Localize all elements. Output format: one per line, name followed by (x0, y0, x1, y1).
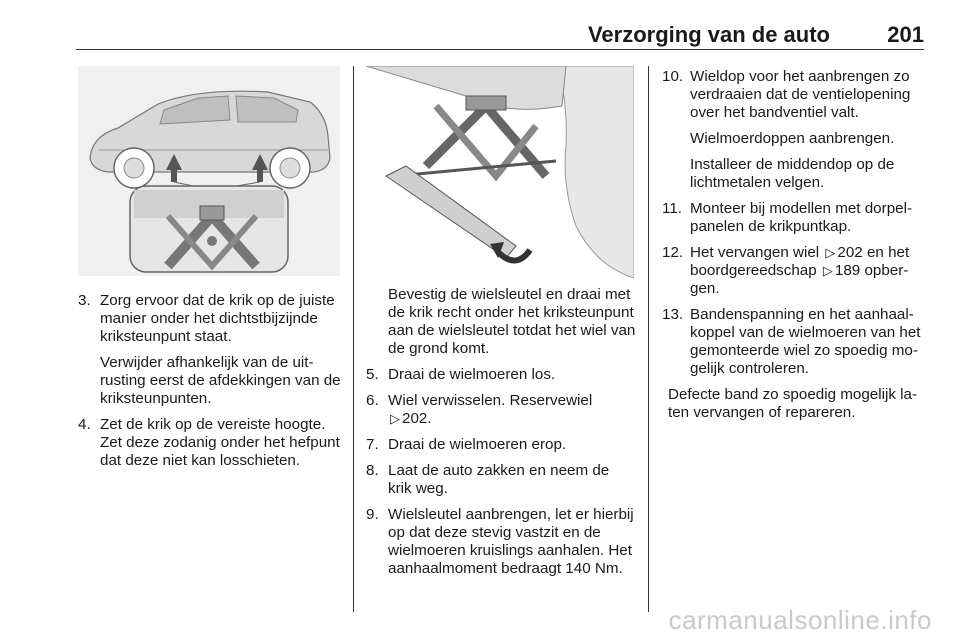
list-number: 13. (662, 306, 684, 323)
list-item (78, 416, 343, 470)
page-header-title: Verzorging van de auto (587, 22, 830, 47)
list-number: 10. (662, 68, 684, 85)
list-item-text: Wieldop voor het aanbrengen zo verdraaien dat de ventielopening over het bandventiel valt. (690, 68, 911, 121)
column-divider-2 (648, 66, 649, 612)
intro-paragraph: Bevestig de wielsleutel en draai met de krik recht onder het kriksteunpunt aan de wielsleutel totdat het wiel van de grond komt. (388, 286, 636, 357)
car-jack-illustration (78, 66, 340, 276)
list-number: 7. (366, 436, 379, 453)
list-item (366, 506, 636, 578)
list-number: 11. (662, 200, 682, 217)
closing-paragraph: Defecte band zo spoedig mogelijk laten vervangen of repareren. (668, 386, 918, 421)
figure-car-jack-points (78, 66, 340, 276)
column-1 (78, 292, 343, 478)
list-item (366, 366, 636, 384)
list-item-text: Draai de wielmoeren erop. (388, 436, 567, 453)
page-reference: 202 en het boordgereedschap (690, 244, 910, 279)
page-number: 201 (887, 22, 924, 47)
list-number: 3. (78, 292, 91, 309)
header-divider (76, 49, 924, 50)
list-item (662, 68, 928, 192)
list-item (366, 392, 636, 428)
list-item-subtext: Wielmoerdoppen aanbrengen. (690, 130, 895, 147)
list-item (78, 292, 343, 408)
list-number: 9. (366, 506, 379, 523)
list-item-text: Monteer bij modellen met dorpelpanelen de krikpuntkap. (690, 200, 913, 235)
list-item-text: Zorg ervoor dat de krik op de juiste manier onder het dichtstbijzijnde kriksteunpunt staat. (100, 292, 335, 345)
watermark: carmanualsonline.info (668, 605, 932, 635)
list-number: 4. (78, 416, 91, 433)
list-item-text: Wielsleutel aanbrengen, let er hierbij op dat deze stevig vastzit en de wielmoeren kruislings aanhalen. Het aanhaalmoment bedraagt 140 Nm. (388, 506, 634, 577)
list-item-text: Wiel verwisselen. Reservewiel (388, 392, 593, 409)
list-item-text: Laat de auto zakken en neem de krik weg. (388, 462, 610, 497)
triangle-right-icon: ▷ (390, 411, 400, 426)
triangle-right-icon: ▷ (825, 245, 836, 260)
list-number: 8. (366, 462, 379, 479)
column-3 (662, 68, 928, 430)
list-item-text: Bandenspanning en het aanhaalkoppel van de wielmoeren van het gemonteerde wiel zo spoedig mogelijk controleren. (690, 306, 921, 377)
list-number: 5. (366, 366, 379, 383)
list-item-subtext: Installeer de middendop op de lichtmetalen velgen. (690, 156, 895, 191)
triangle-right-icon: ▷ (822, 263, 833, 278)
figure-jack-wrench (366, 66, 634, 278)
page-reference: 202. (402, 410, 432, 427)
jack-wrench-illustration (366, 66, 634, 278)
list-item (662, 244, 928, 298)
column-2 (366, 286, 636, 586)
page-reference: 189 opbergen. (690, 262, 909, 297)
list-item (662, 306, 928, 378)
column-divider-1 (353, 66, 354, 612)
list-item-text: Het vervangen wiel (690, 244, 820, 261)
list-item (662, 200, 928, 236)
list-item (366, 462, 636, 498)
list-item-subtext: Verwijder afhankelijk van de uitrusting eerst de afdekkingen van de kriksteunpunten. (100, 354, 341, 407)
list-item-text: Draai de wielmoeren los. (388, 366, 556, 383)
list-item (366, 436, 636, 454)
list-number: 6. (366, 392, 379, 409)
list-number: 12. (662, 244, 684, 261)
list-item-text: Zet de krik op de vereiste hoogte. Zet deze zodanig onder het hefpunt dat deze niet kan losschieten. (100, 416, 340, 469)
